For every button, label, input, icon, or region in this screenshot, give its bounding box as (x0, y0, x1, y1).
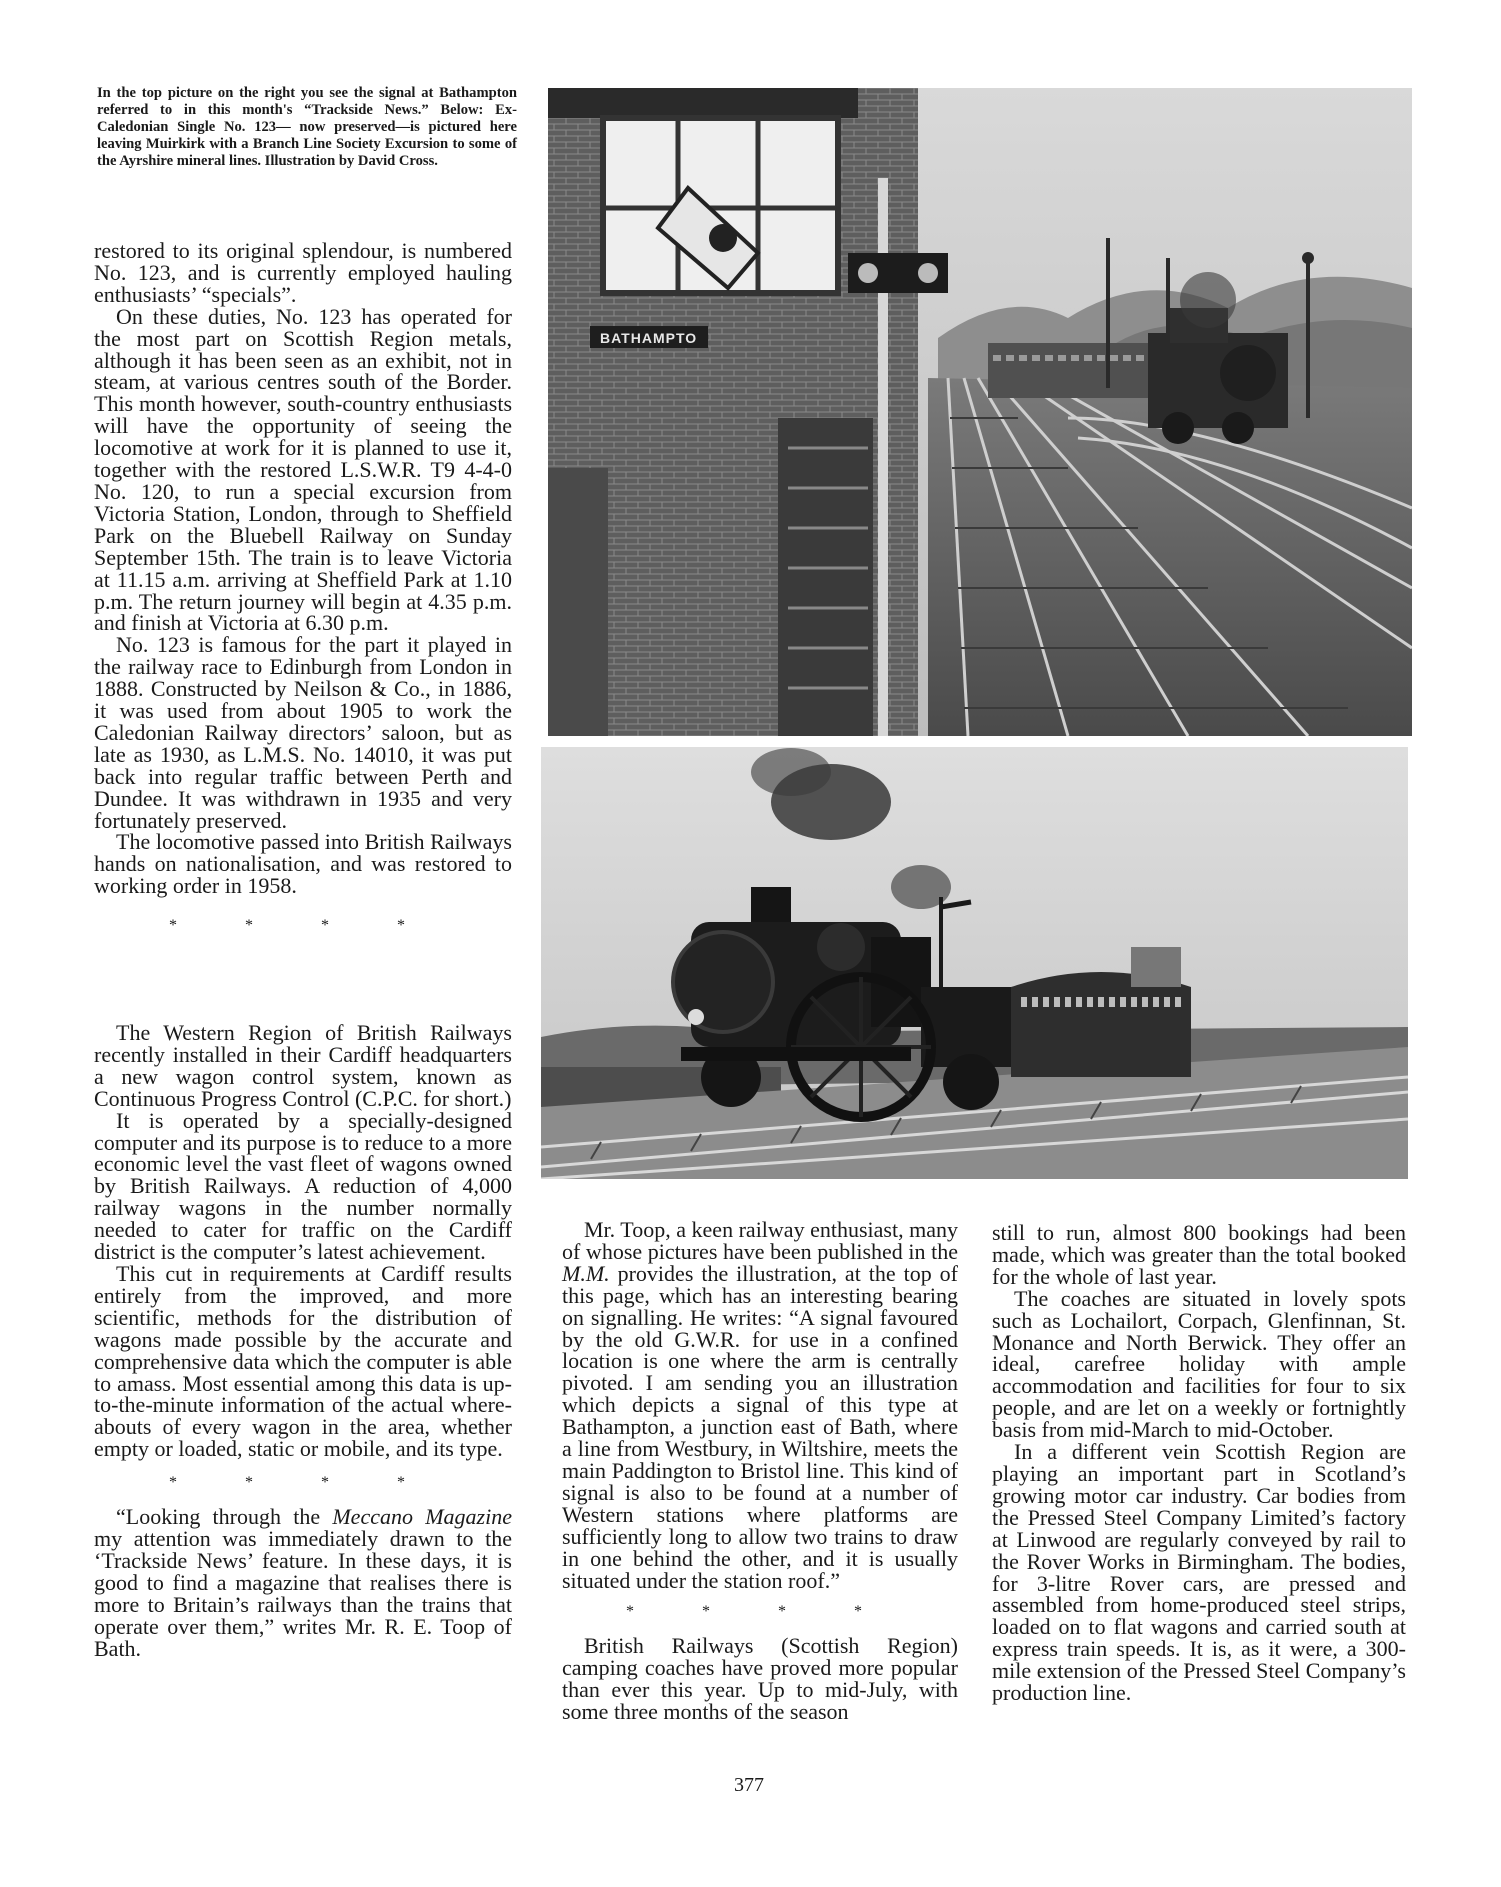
paragraph: The locomotive passed into British Railways hands on nationalisation, and was restored to working order in 1958. (94, 829, 512, 899)
section-separator: * * * * (169, 917, 437, 935)
column-2-text (562, 1219, 958, 1723)
photo-caption: In the top picture on the right you see the signal at Bathampton referred to in this month's “Trackside News.” Below: Ex-Caledonian Single No. 123— now preserved—is pictured here leaving Muirkirk with a Branch Line Society Excursion to some of the Ayrshire mineral lines. Illustration by David Cross. (97, 85, 517, 169)
paragraph: The Western Region of British Railways recently installed in their Cardiff headquarters a new wagon control system, known as Continuous Progress Control (C.P.C. for short.) (94, 1020, 512, 1111)
page-number: 377 (734, 1774, 764, 1796)
text-span: Mr. Toop, a keen railway enthusiast, many of whose pictures have been published in the (562, 1217, 958, 1264)
text-span: provides the illustration, at the top of this page, which has an interesting bearing on signalling. He writes: “A signal favoured by the old G.W.R. for use in a confined location is one where the arm is centrally pivoted. I am sending you an illustration which depicts a signal of this type at Bathampton, a junction east of Bath, where a line from Westbury, in Wiltshire, meets the main Paddington to Bristol line. This kind of signal is also to be found at a number of Western stations where platforms are sufficiently long to allow two trains to draw in one behind the other, and it is usually situated under the station roof.” (562, 1260, 958, 1593)
paragraph (562, 1219, 958, 1591)
text-span: my attention was immediately drawn to the ‘Trackside News’ feature. In these days, it is good to find a magazine that realises there is more to Britain’s railways than the trains that operate over them,” writes Mr. R. E. Toop of Bath. (94, 1526, 512, 1661)
section-separator: * * * * (169, 1474, 437, 1492)
signal-box-illustration (548, 88, 1412, 736)
text-span: “Looking through the (116, 1504, 333, 1530)
signbox-nameboard-text: BATHAMPTO (600, 330, 698, 346)
magazine-title: Meccano Magazine (332, 1504, 512, 1530)
magazine-abbreviation: M.M. (562, 1260, 610, 1286)
column-1-bottom-text (94, 1022, 512, 1659)
locomotive-illustration (541, 747, 1408, 1179)
signal-box-photo (548, 88, 1412, 736)
column-1-top-text (94, 240, 512, 959)
paragraph: This cut in requirements at Cardiff results entirely from the improved, and more scientific, methods for the distribution of wagons made possible by the accurate and comprehensive data which the computer is able to amass. Most essential among this data is up-to-the-minute information of the actual whereabouts of every wagon in the area, whether empty or loaded, static or mobile, and its type. (94, 1260, 512, 1462)
paragraph: restored to its original splendour, is numbered No. 123, and is currently employed hauling enthusiasts’ “specials”. (94, 238, 512, 307)
paragraph: No. 123 is famous for the part it played in the railway race to Edinburgh from London in 1888. Constructed by Neilson & Co., in 1886, it was used from about 1905 to work the Caledonian Railway directors’ saloon, but as late as 1930, as L.M.S. No. 14010, it was put back into regular traffic between Perth and Dundee. It was withdrawn in 1935 and very fortunately preserved. (94, 632, 512, 833)
paragraph: On these duties, No. 123 has operated for the most part on Scottish Region metals, although it has been seen as an exhibit, not in steam, at various centres south of the Border. This month however, south-country enthusiasts will have the opportunity of seeing the locomotive at work for it is planned to use it, together with the restored L.S.W.R. T9 4-4-0 No. 120, to run a special excursion from Victoria Station, London, through to Sheffield Park on the Bluebell Railway on Sunday September 15th. The train is to leave Victoria at 11.15 a.m. arriving at Sheffield Park at 1.10 p.m. The return journey will begin at 4.35 p.m. and finish at Victoria at 6.30 p.m. (94, 303, 512, 636)
column-3-text (992, 1222, 1406, 1704)
locomotive-123-photo (541, 747, 1408, 1179)
paragraph: The coaches are situated in lovely spots such as Lochailort, Corpach, Glenfinnan, St. Monance and North Berwick. They offer an ideal, carefree holiday with ample accommodation and facilities for four to six people, and are let on a weekly or fortnightly basis from mid-March to mid-October. (992, 1285, 1406, 1443)
paragraph-quote (94, 1506, 512, 1659)
paragraph: still to run, almost 800 bookings had been made, which was greater than the total booked for the whole of last year. (992, 1220, 1406, 1289)
paragraph: It is operated by a specially-designed computer and its purpose is to reduce to a more economic level the vast fleet of wagons owned by British Railways. A reduction of 4,000 railway wagons in the number normally needed to cater for traffic on the Cardiff district is the computer’s latest achievement. (94, 1107, 512, 1265)
paragraph: British Railways (Scottish Region) camping coaches have proved more popular than ever this year. Up to mid-July, with some three months of the season (562, 1633, 958, 1725)
section-separator: * * * * (626, 1603, 894, 1621)
paragraph: In a different vein Scottish Region are playing an important part in Scotland’s growing motor car industry. Car bodies from the Pressed Steel Company Limited’s factory at Linwood are regularly conveyed by rail to the Rover Works in Birmingham. The bodies, for 3-litre Rover cars, are pressed and assembled from home-produced steel strips, loaded on to flat wagons and carried south at express train speeds. It is, as it were, a 300-mile extension of the Pressed Steel Company’s production line. (992, 1439, 1406, 1706)
